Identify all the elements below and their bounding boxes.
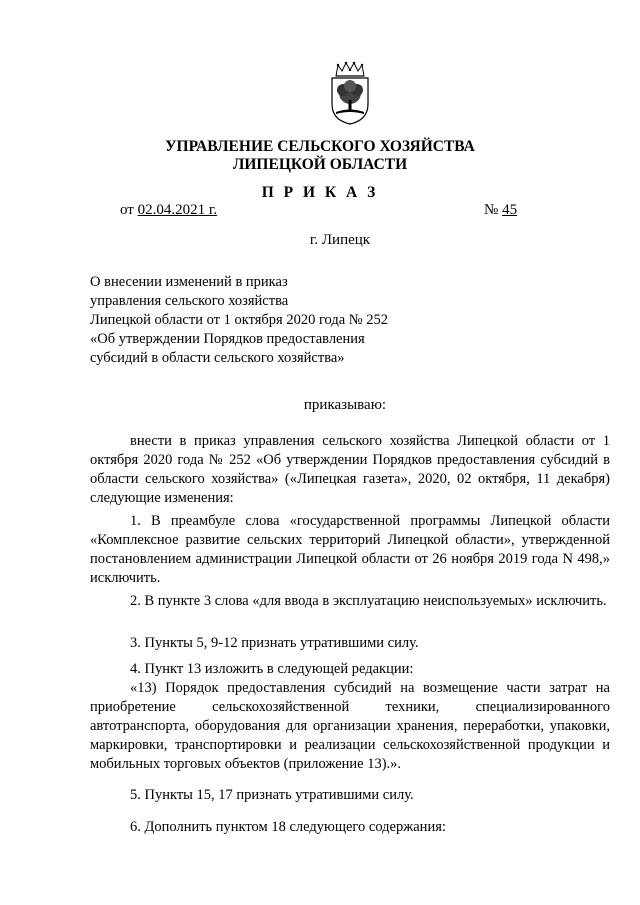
item-1-paragraph <box>90 512 610 588</box>
item-4-paragraph <box>90 660 610 774</box>
date-value: 02.04.2021 г. <box>137 202 218 218</box>
city: г. Липецк <box>309 232 371 248</box>
item-3-text: 3. Пункты 5, 9-12 признать утратившими силу. <box>130 635 419 651</box>
subject-line: управления сельского хозяйства <box>90 293 289 309</box>
item-4-text: 4. Пункт 13 изложить в следующей редакции: <box>130 661 414 677</box>
document-subject <box>90 273 420 368</box>
subject-line: О внесении изменений в приказ <box>90 274 288 290</box>
document-date <box>120 201 217 219</box>
subject-line: «Об утверждении Порядков предоставления <box>90 331 365 347</box>
item-4-quote: «13) Порядок предоставления субсидий на возмещение части затрат на приобретение сельскохозяйственной техники, специализированного автотранспорта, оборудования для организации хранения, переработки, упаковки, маркировки, транспортировки и реализации сельскохозяйственной продукции и мобильных торговых объектов (приложение 13).». <box>90 680 610 772</box>
organization-name-line2: ЛИПЕЦКОЙ ОБЛАСТИ <box>232 156 408 173</box>
item-2-paragraph <box>90 592 610 611</box>
document-number <box>484 201 517 219</box>
document-title: П Р И К А З <box>261 184 379 201</box>
order-word: приказываю: <box>303 397 387 413</box>
item-5-paragraph <box>90 786 610 805</box>
intro-text: внести в приказ управления сельского хозяйства Липецкой области от 1 октября 2020 года № 252 «Об утверждении Порядков предоставления субсидий в области сельского хозяйства» («Липецкая газета», 2020, 02 октября, 11 декабря) следующие изменения: <box>90 433 610 506</box>
item-3-paragraph <box>90 634 610 653</box>
number-value: 45 <box>502 202 518 218</box>
subject-line: Липецкой области от 1 октября 2020 года № 252 <box>90 312 389 328</box>
organization-name-line1: УПРАВЛЕНИЕ СЕЛЬСКОГО ХОЗЯЙСТВА <box>165 138 475 155</box>
intro-paragraph <box>90 432 610 508</box>
item-1-text: 1. В преамбуле слова «государственной программы Липецкой области «Комплексное развитие сельских территорий Липецкой области», утвержденной постановлением администрации Липецкой области от 26 ноября 2019 года N 498,» исключить. <box>90 513 610 586</box>
date-prefix: от <box>120 202 138 218</box>
subject-line: субсидий в области сельского хозяйства» <box>90 350 345 366</box>
number-prefix: № <box>484 202 503 218</box>
item-6-paragraph <box>90 818 610 837</box>
item-6-text: 6. Дополнить пунктом 18 следующего содержания: <box>130 819 446 835</box>
coat-of-arms-emblem <box>326 60 374 126</box>
item-2-text: 2. В пункте 3 слова «для ввода в эксплуатацию неиспользуемых» исключить. <box>130 593 607 609</box>
item-5-text: 5. Пункты 15, 17 признать утратившими силу. <box>130 787 414 803</box>
